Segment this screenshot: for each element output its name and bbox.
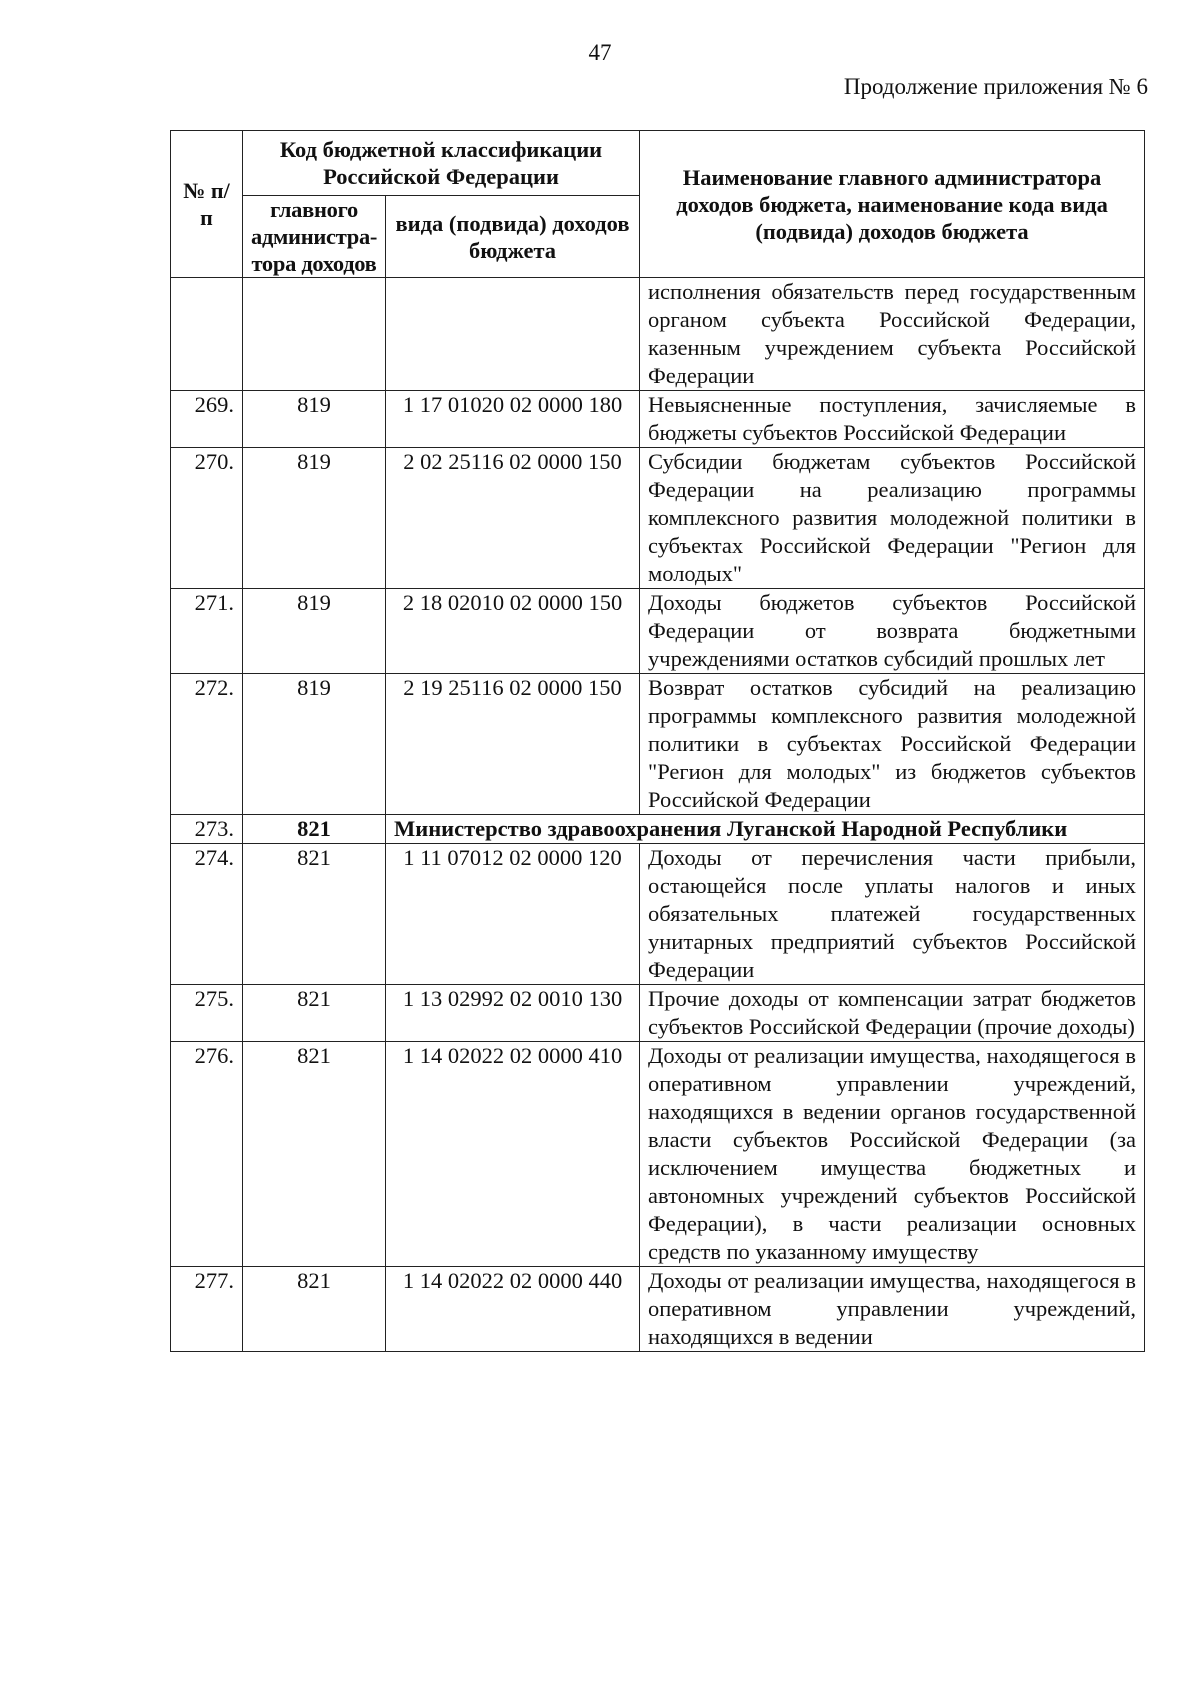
- row-admin-code: [243, 278, 386, 391]
- row-number: 271.: [171, 589, 243, 674]
- header-code-group: Код бюджетной классификации Российской Федерации: [243, 131, 640, 196]
- row-income-code: 1 13 02992 02 0010 130: [386, 985, 640, 1042]
- row-number: 272.: [171, 674, 243, 815]
- table-row: [171, 674, 1145, 815]
- table-row: [171, 1042, 1145, 1267]
- row-admin-code: 821: [243, 1267, 386, 1352]
- table-row: [171, 391, 1145, 448]
- row-income-name: Доходы от реализации имущества, находящегося в оперативном управлении учреждений, находящихся в ведении органов государственной власти субъектов Российской Федерации (за исключением имущества бюджетных и автономных учреждений субъектов Российской Федерации), в части реализации основных средств по указанному имуществу: [640, 1042, 1145, 1267]
- table-row: [171, 844, 1145, 985]
- row-income-code: [386, 278, 640, 391]
- row-income-name: Невыясненные поступления, зачисляемые в бюджеты субъектов Российской Федерации: [640, 391, 1145, 448]
- row-income-code: 1 17 01020 02 0000 180: [386, 391, 640, 448]
- row-number: 270.: [171, 448, 243, 589]
- row-income-name: Субсидии бюджетам субъектов Российской Федерации на реализацию программы комплексного развития молодежной политики в субъектах Российской Федерации "Регион для молодых": [640, 448, 1145, 589]
- row-income-name: исполнения обязательств перед государственным органом субъекта Российской Федерации, казенным учреждением субъекта Российской Федерации: [640, 278, 1145, 391]
- row-number: 274.: [171, 844, 243, 985]
- department-name: Министерство здравоохранения Луганской Народной Республики: [386, 815, 1145, 844]
- row-income-name: Прочие доходы от компенсации затрат бюджетов субъектов Российской Федерации (прочие доходы): [640, 985, 1145, 1042]
- row-number: 275.: [171, 985, 243, 1042]
- table-row: [171, 985, 1145, 1042]
- row-income-name: Доходы бюджетов субъектов Российской Федерации от возврата бюджетными учреждениями остатков субсидий прошлых лет: [640, 589, 1145, 674]
- table-row: [171, 1267, 1145, 1352]
- row-admin-code: 821: [243, 985, 386, 1042]
- row-income-code: 2 19 25116 02 0000 150: [386, 674, 640, 815]
- row-number: 277.: [171, 1267, 243, 1352]
- table-row-department: [171, 815, 1145, 844]
- row-admin-code: 821: [243, 1042, 386, 1267]
- row-number: 276.: [171, 1042, 243, 1267]
- row-income-code: 2 18 02010 02 0000 150: [386, 589, 640, 674]
- page-number: 47: [588, 40, 612, 65]
- row-income-code: 1 14 02022 02 0000 440: [386, 1267, 640, 1352]
- row-number: 273.: [171, 815, 243, 844]
- table-header-row: [171, 131, 1145, 196]
- table-row: [171, 278, 1145, 391]
- header-name: Наименование главного администратора доходов бюджета, наименование кода вида (подвида) доходов бюджета: [640, 131, 1145, 278]
- header-type-code: вида (подвида) доходов бюджета: [386, 196, 640, 278]
- row-admin-code: 819: [243, 589, 386, 674]
- table-row: [171, 448, 1145, 589]
- row-admin-code: 819: [243, 448, 386, 589]
- row-income-name: Возврат остатков субсидий на реализацию программы комплексного развития молодежной политики в субъектах Российской Федерации "Регион для молодых" из бюджетов субъектов Российской Федерации: [640, 674, 1145, 815]
- row-income-name: Доходы от реализации имущества, находящегося в оперативном управлении учреждений, находящихся в ведении: [640, 1267, 1145, 1352]
- row-number: 269.: [171, 391, 243, 448]
- row-income-name: Доходы от перечисления части прибыли, остающейся после уплаты налогов и иных обязательных платежей государственных унитарных предприятий субъектов Российской Федерации: [640, 844, 1145, 985]
- budget-classification-table: [170, 130, 1145, 1352]
- header-admin-code: главного администра-тора доходов: [243, 196, 386, 278]
- row-income-code: 1 14 02022 02 0000 410: [386, 1042, 640, 1267]
- row-admin-code: 821: [243, 844, 386, 985]
- row-admin-code: 821: [243, 815, 386, 844]
- header-number: № п/п: [171, 131, 243, 278]
- table-row: [171, 589, 1145, 674]
- row-admin-code: 819: [243, 391, 386, 448]
- row-admin-code: 819: [243, 674, 386, 815]
- row-number: [171, 278, 243, 391]
- row-income-code: 1 11 07012 02 0000 120: [386, 844, 640, 985]
- row-income-code: 2 02 25116 02 0000 150: [386, 448, 640, 589]
- appendix-continuation-label: Продолжение приложения № 6: [843, 74, 1148, 99]
